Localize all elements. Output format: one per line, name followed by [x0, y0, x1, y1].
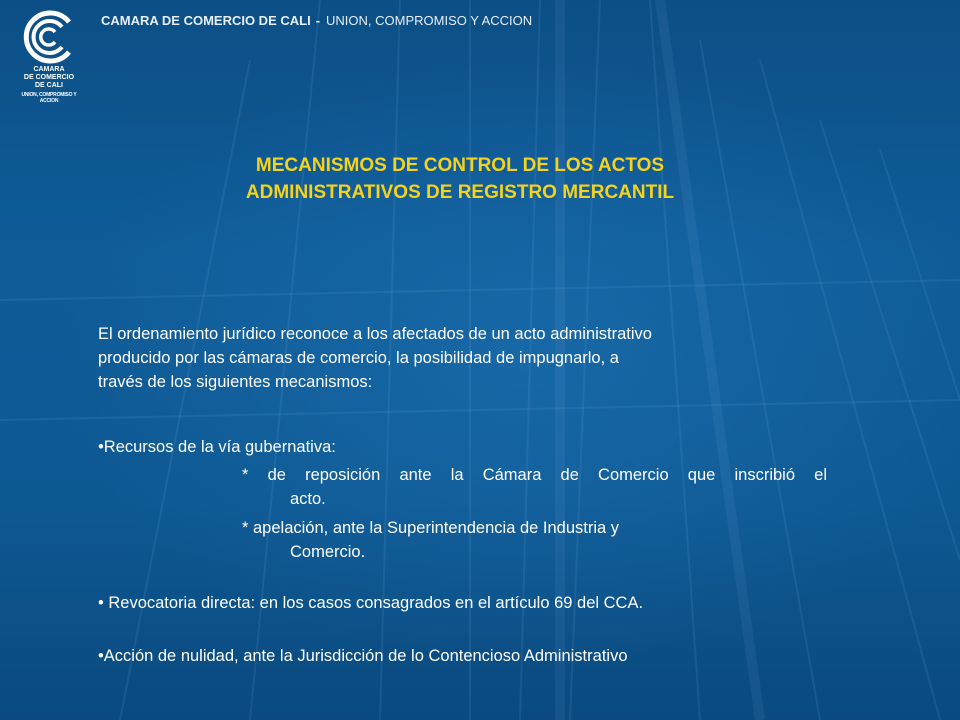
sub-item-apelacion-cont: Comercio.: [290, 543, 366, 561]
logo-name-line: DE COMERCIO: [23, 74, 75, 81]
sub-item-apelacion: * apelación, ante la Superintendencia de Industria y: [242, 519, 620, 537]
concentric-c-logo-icon: [22, 10, 76, 64]
header-separator: -: [315, 13, 321, 28]
logo-name-line: DE CALI: [35, 82, 63, 89]
title-line: MECANISMOS DE CONTROL DE LOS ACTOS: [255, 155, 665, 176]
header-organization: CAMARA DE COMERCIO DE CALI: [101, 13, 311, 28]
slide-title: [130, 152, 790, 206]
logo-name-line: CAMARA: [33, 66, 65, 73]
bullet-recursos: •Recursos de la vía gubernativa:: [98, 438, 336, 456]
intro-paragraph: [98, 322, 838, 394]
logo-name: [14, 66, 84, 90]
chamber-logo: [14, 10, 84, 102]
header-slogan: UNION, COMPROMISO Y ACCION: [326, 13, 533, 28]
intro-line: El ordenamiento jurídico reconoce a los afectados de un acto administrativo: [98, 325, 652, 343]
header: [101, 12, 532, 30]
sub-item-reposicion: * de reposición ante la Cámara de Comercio que inscribió el: [242, 466, 827, 484]
bullet-nulidad: •Acción de nulidad, ante la Jurisdicción de lo Contencioso Administrativo: [98, 647, 628, 665]
logo-tagline: UNION, COMPROMISO Y ACCION: [21, 92, 77, 104]
title-line: ADMINISTRATIVOS DE REGISTRO MERCANTIL: [245, 182, 675, 203]
bullet-revocatoria: • Revocatoria directa: en los casos consagrados en el artículo 69 del CCA.: [98, 594, 644, 612]
intro-line: través de los siguientes mecanismos:: [98, 373, 373, 391]
sub-item-reposicion-cont: acto.: [290, 490, 326, 508]
intro-line: producido por las cámaras de comercio, la posibilidad de impugnarlo, a: [98, 349, 619, 367]
